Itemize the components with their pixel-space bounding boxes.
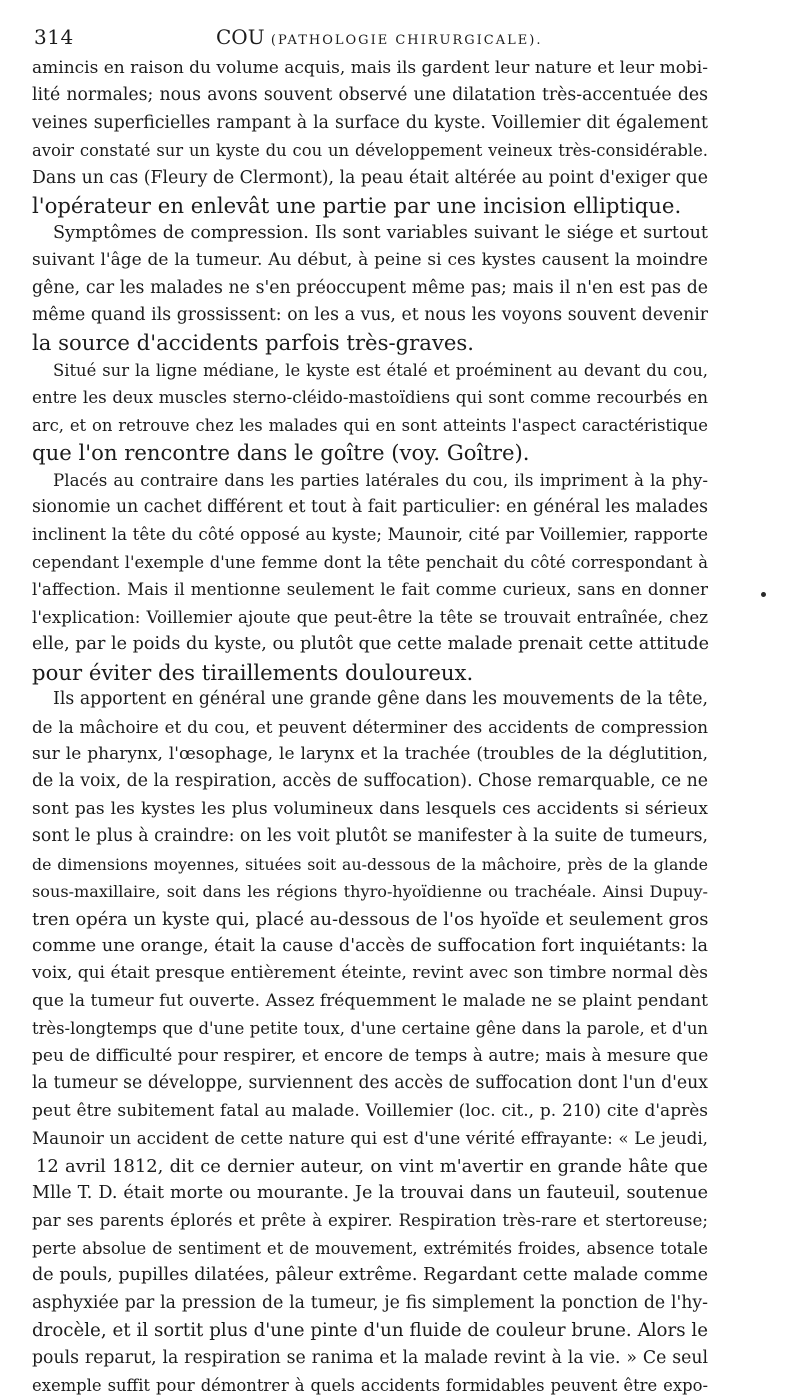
text-line: sur le pharynx, l'œsophage, le larynx et la trachée (troubles de la déglutition, <box>32 743 708 764</box>
text-line: comme une orange, était la cause d'accès de suffocation fort inquiétants: la <box>32 936 708 956</box>
text-line: pouls reparut, la respiration se ranima et la malade revint à la vie. » Ce seul <box>32 1347 708 1368</box>
text-line: entre les deux muscles sterno-cléido-mastoïdiens qui sont comme recourbés en <box>32 387 708 408</box>
text-line: peu de difficulté pour respirer, et encore de temps à autre; mais à mesure que <box>32 1045 709 1066</box>
text-line: arc, et on retrouve chez les malades qui en sont atteints l'aspect caractéristique <box>32 415 708 435</box>
text-line: Mlle T. D. était morte ou mourante. Je la trouvai dans un fauteuil, soutenue <box>32 1182 708 1203</box>
text-line: 12 avril 1812, dit ce dernier auteur, on vint m'avertir en grande hâte que <box>36 1155 708 1177</box>
ink-speck <box>761 592 766 597</box>
page-number: 314 <box>34 25 74 49</box>
text-line: sont le plus à craindre: on les voit plutôt se manifester à la suite de tumeurs, <box>32 826 708 847</box>
text-line: avoir constaté sur un kyste du cou un développement veineux très-considérable. <box>32 141 708 161</box>
text-line: veines superficielles rampant à la surface du kyste. Voillemier dit également <box>32 112 708 133</box>
text-line: de la mâchoire et du cou, et peuvent déterminer des accidents de compression <box>32 716 708 737</box>
text-line: l'affection. Mais il mentionne seulement le fait comme curieux, sans en donner <box>32 579 708 600</box>
text-line: sont pas les kystes les plus volumineux dans lesquels ces accidents si sérieux <box>32 798 708 819</box>
text-line: la tumeur se développe, surviennent des accès de suffocation dont l'un d'eux <box>32 1073 708 1094</box>
text-line: cependant l'exemple d'une femme dont la tête penchait du côté correspondant à <box>32 552 708 572</box>
text-line: de la voix, de la respiration, accès de suffocation). Chose remarquable, ce ne <box>32 771 708 792</box>
page-header <box>34 22 714 52</box>
text-line: Ils apportent en général une grande gêne dans les mouvements de la tête, <box>53 689 708 710</box>
running-title <box>216 22 542 56</box>
text-line: que l'on rencontre dans le goître (voy. Goître). <box>32 440 530 466</box>
text-line: Dans un cas (Fleury de Clermont), la peau était altérée au point d'exiger que <box>32 167 708 188</box>
text-line: suivant l'âge de la tumeur. Au début, à peine si ces kystes causent la moindre <box>32 250 708 271</box>
running-title-main: COU <box>216 25 271 49</box>
text-line: inclinent la tête du côté opposé au kyste; Maunoir, cité par Voillemier, rapporte <box>32 524 708 545</box>
text-line: très-longtemps que d'une petite toux, d'une certaine gêne dans la parole, et d'un <box>32 1019 708 1039</box>
section-heading-line: Symptômes de compression. Ils sont variables suivant le siége et surtout <box>53 222 708 243</box>
text-line: peut être subitement fatal au malade. Voillemier (loc. cit., p. 210) cite d'après <box>32 1100 708 1121</box>
text-line: Placés au contraire dans les parties latérales du cou, ils impriment à la phy- <box>53 469 708 490</box>
running-title-sub: (PATHOLOGIE CHIRURGICALE). <box>270 33 543 48</box>
text-line: tren opéra un kyste qui, placé au-dessous de l'os hyoïde et seulement gros <box>32 908 709 930</box>
body-text <box>32 55 708 1399</box>
text-line: l'opérateur en enlevât une partie par une incision elliptique. <box>32 193 682 219</box>
text-line: que la tumeur fut ouverte. Assez fréquemment le malade ne se plaint pendant <box>32 990 708 1011</box>
text-line: asphyxiée par la pression de la tumeur, je fis simplement la ponction de l'hy- <box>32 1292 708 1313</box>
text-line: perte absolue de sentiment et de mouvement, extrémités froides, absence totale <box>32 1238 708 1258</box>
text-line: amincis en raison du volume acquis, mais ils gardent leur nature et leur mobi- <box>32 58 708 78</box>
text-line: même quand ils grossissent: on les a vus, et nous les voyons souvent devenir <box>32 304 708 325</box>
text-line: de dimensions moyennes, situées soit au-dessous de la mâchoire, près de la glande <box>32 854 708 874</box>
text-line: la source d'accidents parfois très-graves. <box>32 330 475 356</box>
text-line: pour éviter des tiraillements douloureux. <box>32 659 474 685</box>
text-line: exemple suffit pour démontrer à quels accidents formidables peuvent être expo- <box>32 1376 708 1395</box>
text-line: Maunoir un accident de cette nature qui est d'une vérité effrayante: « Le jeudi, <box>32 1128 708 1149</box>
text-line: l'explication: Voillemier ajoute que peut-être la tête se trouvait entraînée, chez <box>32 606 708 627</box>
text-line: gêne, car les malades ne s'en préoccupent même pas; mais il n'en est pas de <box>32 277 708 298</box>
text-line: de pouls, pupilles dilatées, pâleur extrême. Regardant cette malade comme <box>32 1265 708 1286</box>
text-line: sous-maxillaire, soit dans les régions thyro-hyoïdienne ou trachéale. Ainsi Dupuy- <box>32 882 708 902</box>
text-line: drocèle, et il sortit plus d'une pinte d'un fluide de couleur brune. Alors le <box>32 1320 708 1342</box>
text-line: voix, qui était presque entièrement éteinte, revint avec son timbre normal dès <box>32 963 708 984</box>
text-line: lité normales; nous avons souvent observé une dilatation très-accentuée des <box>32 85 708 106</box>
text-line: elle, par le poids du kyste, ou plutôt que cette malade prenait cette attitude <box>32 634 710 655</box>
text-line: par ses parents éplorés et prête à expirer. Respiration très-rare et stertoreuse; <box>32 1210 708 1231</box>
text-line: sionomie un cachet différent et tout à fait particulier: en général les malades <box>32 497 709 517</box>
text-line: Situé sur la ligne médiane, le kyste est étalé et proéminent au devant du cou, <box>53 360 708 380</box>
